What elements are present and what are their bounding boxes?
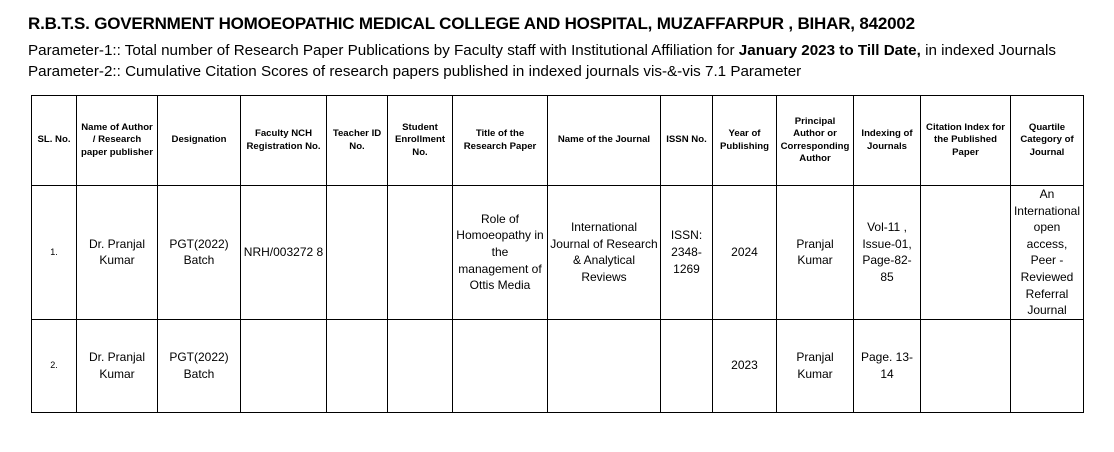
cell-student-enrollment — [388, 186, 453, 320]
cell-principal-author: Pranjal Kumar — [777, 319, 854, 412]
cell-indexing: Vol-11 , Issue-01, Page-82-85 — [854, 186, 921, 320]
header-nch-registration: Faculty NCH Registration No. — [241, 96, 327, 186]
cell-student-enrollment — [388, 319, 453, 412]
cell-journal-name: International Journal of Research & Analytical Reviews — [548, 186, 661, 320]
cell-designation: PGT(2022) Batch — [158, 186, 241, 320]
cell-citation-index — [921, 319, 1011, 412]
cell-sl-no: 1. — [32, 186, 77, 320]
header-sl-no: SL. No. — [32, 96, 77, 186]
header-principal-author: Principal Author or Corresponding Author — [777, 96, 854, 186]
cell-nch-registration: NRH/003272 8 — [241, 186, 327, 320]
header-issn: ISSN No. — [661, 96, 713, 186]
header-student-enrollment: Student Enrollment No. — [388, 96, 453, 186]
page-title: R.B.T.S. GOVERNMENT HOMOEOPATHIC MEDICAL COLLEGE AND HOSPITAL, MUZAFFARPUR , BIHAR, 842002 — [28, 14, 915, 33]
cell-principal-author: Pranjal Kumar — [777, 186, 854, 320]
cell-author: Dr. Pranjal Kumar — [77, 319, 158, 412]
header-teacher-id: Teacher ID No. — [327, 96, 388, 186]
header-author: Name of Author / Research paper publisher — [77, 96, 158, 186]
cell-journal-name — [548, 319, 661, 412]
cell-quartile: An International open access, Peer - Reviewed Referral Journal — [1011, 186, 1084, 320]
table-row — [32, 319, 1084, 412]
cell-teacher-id — [327, 186, 388, 320]
parameter-2: Parameter-2:: Cumulative Citation Scores of research papers published in indexed journals vis-&-vis 7.1 Parameter — [28, 63, 802, 80]
header-designation: Designation — [158, 96, 241, 186]
parameter-1-period: January 2023 to Till Date, — [738, 42, 921, 59]
cell-designation: PGT(2022) Batch — [158, 319, 241, 412]
header-citation-index: Citation Index for the Published Paper — [921, 96, 1011, 186]
parameter-1-text: Parameter-1:: Total number of Research Paper Publications by Faculty staff with Institutional Affiliation for — [28, 42, 739, 59]
header-paper-title: Title of the Research Paper — [453, 96, 548, 186]
cell-paper-title: Role of Homoeopathy in the management of Ottis Media — [453, 186, 548, 320]
parameter-1-suffix: in indexed Journals — [920, 42, 1056, 59]
parameter-1 — [28, 42, 1056, 59]
cell-issn: ISSN: 2348-1269 — [661, 186, 713, 320]
publications-table — [31, 95, 1084, 413]
header-indexing: Indexing of Journals — [854, 96, 921, 186]
table-row — [32, 186, 1084, 320]
header-journal-name: Name of the Journal — [548, 96, 661, 186]
cell-teacher-id — [327, 319, 388, 412]
cell-author: Dr. Pranjal Kumar — [77, 186, 158, 320]
cell-nch-registration — [241, 319, 327, 412]
cell-paper-title — [453, 319, 548, 412]
header-year: Year of Publishing — [713, 96, 777, 186]
header-quartile: Quartile Category of Journal — [1011, 96, 1084, 186]
cell-quartile — [1011, 319, 1084, 412]
table-header-row — [32, 96, 1084, 186]
cell-indexing: Page. 13-14 — [854, 319, 921, 412]
cell-issn — [661, 319, 713, 412]
cell-year: 2024 — [713, 186, 777, 320]
cell-citation-index — [921, 186, 1011, 320]
cell-sl-no: 2. — [32, 319, 77, 412]
cell-year: 2023 — [713, 319, 777, 412]
